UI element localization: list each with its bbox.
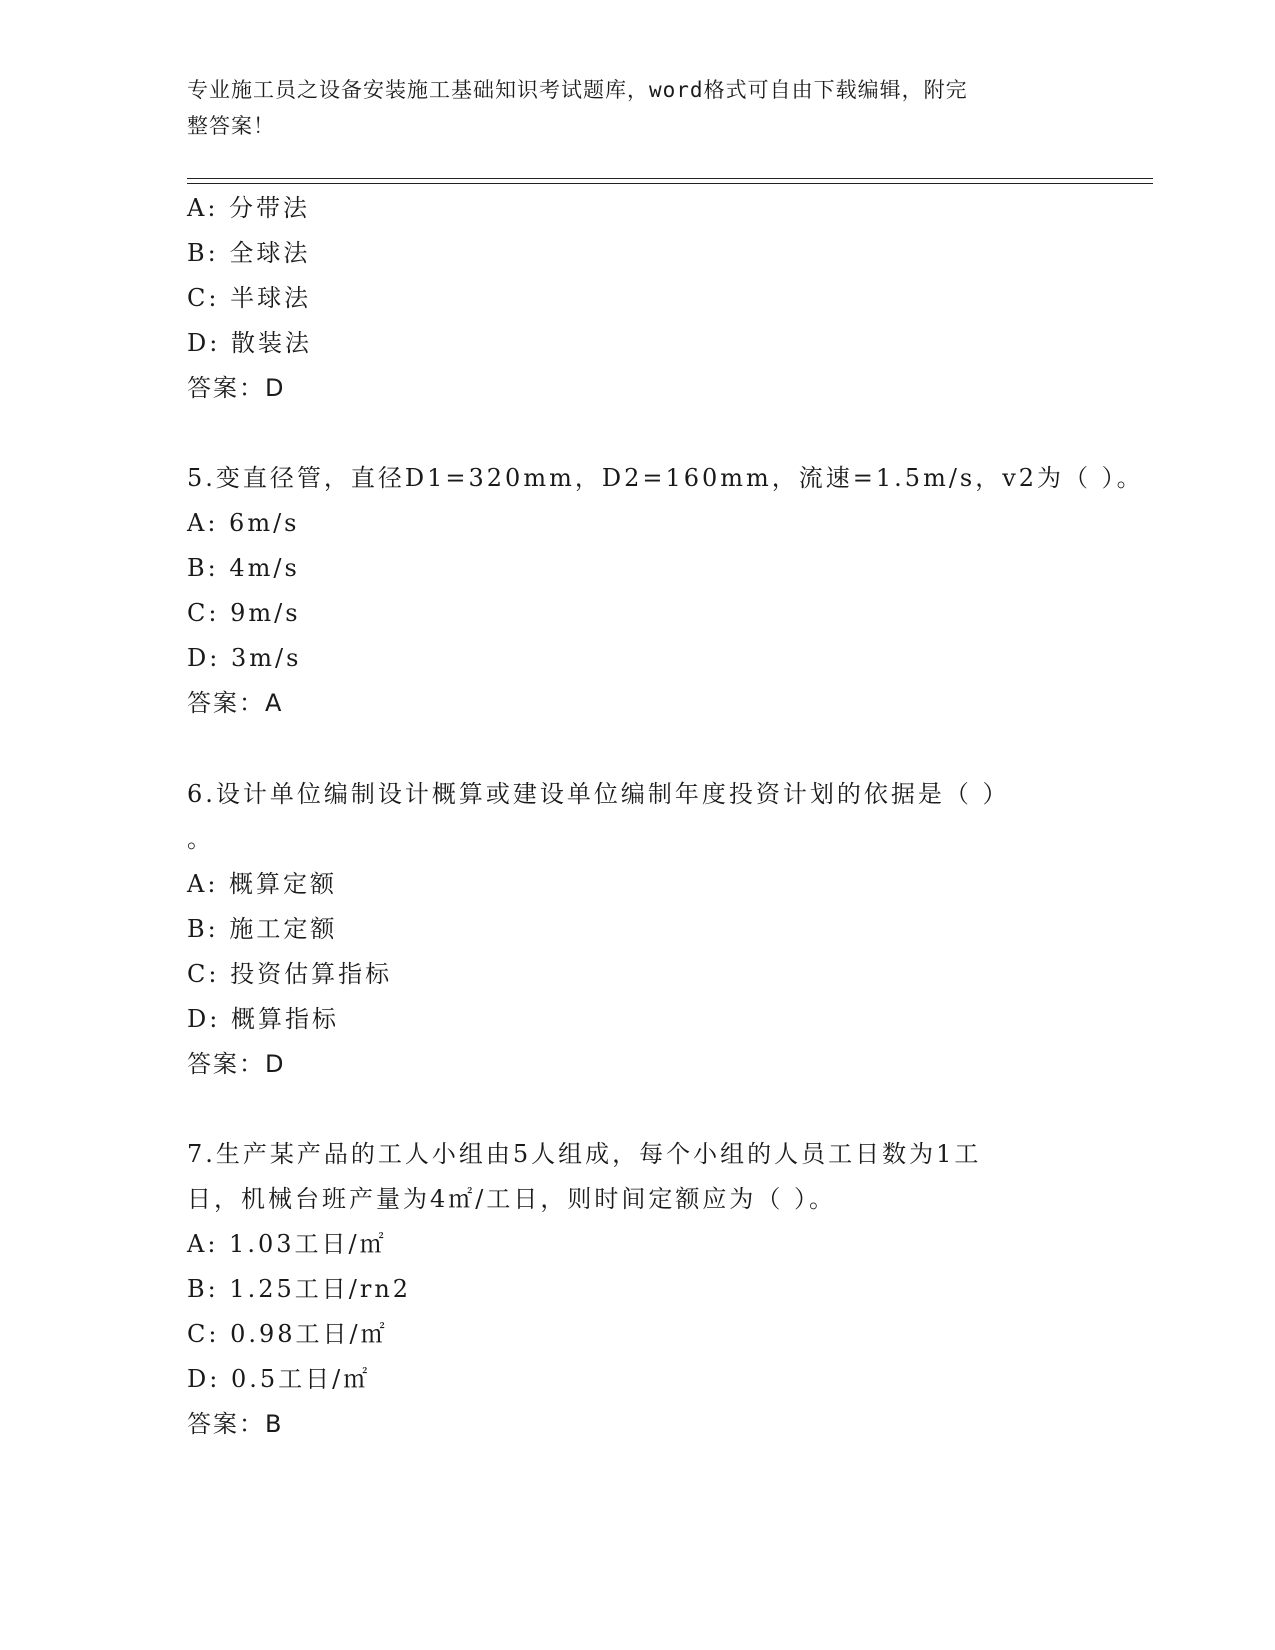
q7-option-a: A: 1.03工日/㎡ [187, 1230, 387, 1258]
q6-answer-value: D [265, 1050, 285, 1078]
q6-stem-line-1: 6.设计单位编制设计概算或建设单位编制年度投资计划的依据是（ ） [187, 780, 1010, 808]
q7-option-d: D: 0.5工日/㎡ [187, 1365, 371, 1393]
q5-option-b: B: 4m/s [187, 554, 300, 582]
q6-option-a: A: 概算定额 [187, 870, 338, 898]
q7-option-c: C: 0.98工日/㎡ [187, 1320, 388, 1348]
q4-answer-label: 答案： [187, 374, 265, 402]
q4-answer [187, 373, 284, 403]
q6-answer-label: 答案： [187, 1050, 265, 1078]
q6-option-b: B: 施工定额 [187, 915, 338, 943]
q5-answer [187, 688, 282, 718]
q7-option-b: B: 1.25工日/rn2 [187, 1275, 412, 1303]
q7-stem-line-2: 日，机械台班产量为4㎡/工日，则时间定额应为（ ）。 [187, 1185, 836, 1213]
q4-answer-value: D [265, 374, 285, 402]
q6-stem-line-2: 。 [187, 825, 214, 853]
q5-answer-value: A [265, 689, 283, 717]
q7-answer [187, 1409, 282, 1439]
q5-option-a: A: 6m/s [187, 509, 300, 537]
header-rule-top [187, 178, 1153, 179]
q5-option-c: C: 9m/s [187, 599, 301, 627]
q7-answer-label: 答案： [187, 1410, 265, 1438]
q4-option-d: D: 散装法 [187, 329, 312, 357]
q5-stem: 5.变直径管，直径D1=320mm，D2=160mm，流速=1.5m/s，v2为（ ）。 [187, 464, 1144, 492]
q6-option-d: D: 概算指标 [187, 1005, 339, 1033]
q6-option-c: C: 投资估算指标 [187, 960, 393, 988]
header-line-1: 专业施工员之设备安装施工基础知识考试题库，word格式可自由下载编辑，附完 [187, 78, 968, 102]
document-header [187, 72, 1067, 144]
q7-answer-value: B [265, 1410, 283, 1438]
q4-option-a: A: 分带法 [187, 194, 311, 222]
header-rule-bottom [187, 183, 1153, 184]
q5-option-d: D: 3m/s [187, 644, 302, 672]
q4-option-b: B: 全球法 [187, 239, 311, 267]
q7-stem-line-1: 7.生产某产品的工人小组由5人组成，每个小组的人员工日数为1工 [187, 1140, 982, 1168]
q4-option-c: C: 半球法 [187, 284, 312, 312]
q5-answer-label: 答案： [187, 689, 265, 717]
header-line-2: 整答案！ [187, 114, 275, 138]
q6-answer [187, 1049, 284, 1079]
